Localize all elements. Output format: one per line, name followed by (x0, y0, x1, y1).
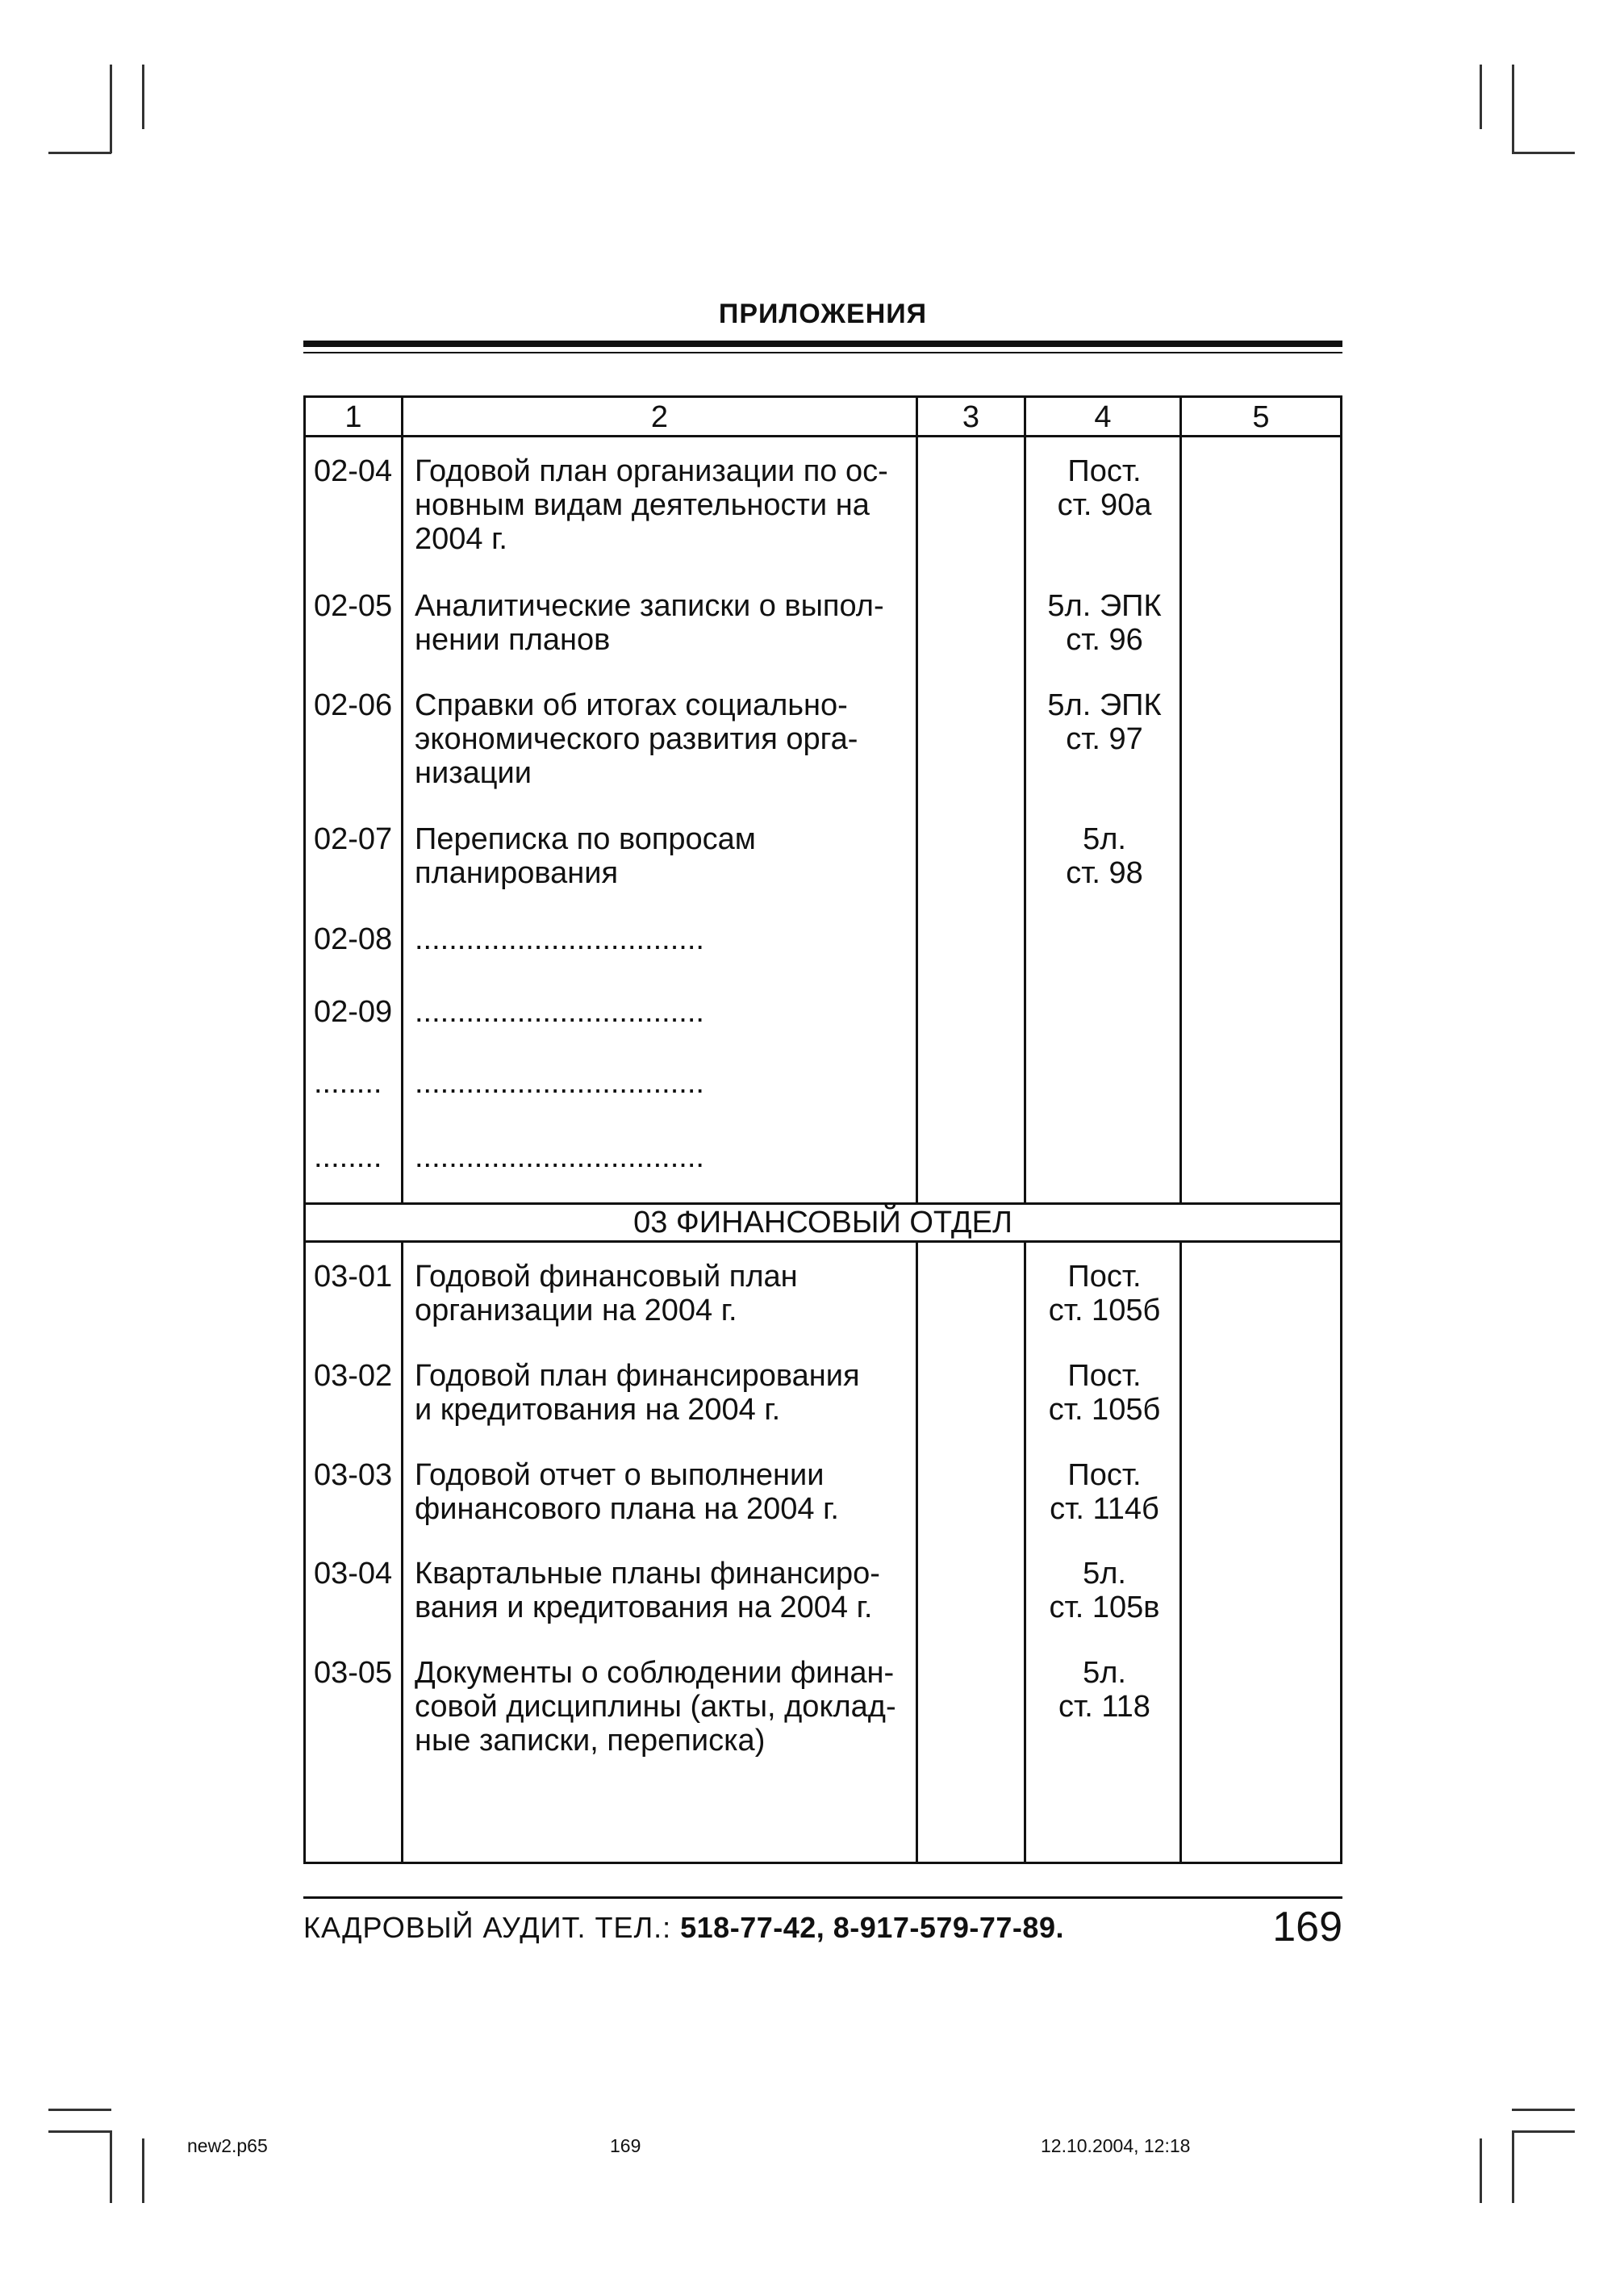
row-code: 03-03 (314, 1458, 393, 1492)
crop-mark (1512, 152, 1575, 154)
footer-contact (303, 1911, 1064, 1945)
term-line: Пост. (1067, 1260, 1142, 1294)
term-line: ст. 96 (1066, 623, 1143, 657)
slug-file: new2.p65 (187, 2135, 268, 2156)
slug-page: 169 (610, 2135, 641, 2156)
col-divider (1179, 1242, 1182, 1862)
row-term (1024, 1359, 1185, 1427)
desc-line: ные записки, переписка) (415, 1724, 766, 1758)
desc-line: планирования (415, 856, 619, 890)
term-line: Пост. (1067, 1458, 1142, 1492)
row-code: 02-09 (314, 995, 393, 1029)
row-code: 03-02 (314, 1359, 393, 1393)
crop-mark (1512, 2130, 1575, 2133)
desc-line: экономического развития орга- (415, 722, 858, 756)
desc-line: 2004 г. (415, 522, 507, 556)
crop-mark (1512, 2130, 1514, 2203)
section-title: 03 ФИНАНСОВЫЙ ОТДЕЛ (633, 1206, 1012, 1240)
col-header-5: 5 (1252, 400, 1270, 434)
desc-line: и кредитования на 2004 г. (415, 1393, 781, 1427)
header-rule (303, 341, 1342, 347)
desc-line: Годовой план финансирования (415, 1359, 860, 1393)
term-line: ст. 118 (1058, 1690, 1150, 1724)
term-line: 5л. (1083, 1656, 1126, 1690)
desc-line: Годовой план организации по ос- (415, 454, 888, 488)
term-line: ст. 97 (1066, 722, 1143, 756)
term-line: ст. 90а (1057, 488, 1152, 522)
row-desc: .................................. (415, 995, 704, 1029)
row-term (1024, 1656, 1185, 1724)
row-code: ........ (314, 1066, 382, 1100)
term-line: 5л. ЭПК (1047, 688, 1162, 722)
header-rule-thin (303, 352, 1342, 353)
row-desc (415, 1359, 915, 1427)
section-bottom-divider (306, 1240, 1340, 1243)
row-code: 03-04 (314, 1557, 393, 1591)
crop-mark (1512, 65, 1514, 153)
term-line: ст. 105б (1048, 1393, 1161, 1427)
page-number: 169 (1272, 1904, 1342, 1950)
row-term (1024, 589, 1185, 657)
desc-line: новным видам деятельности на (415, 488, 870, 522)
desc-line: совой дисциплины (акты, доклад- (415, 1690, 896, 1724)
row-code: 02-04 (314, 454, 393, 488)
row-desc (415, 1656, 915, 1758)
row-code: 03-05 (314, 1656, 393, 1690)
crop-mark (1480, 65, 1482, 129)
crop-mark (48, 152, 111, 154)
col-header-3: 3 (962, 400, 980, 434)
slug-datetime: 12.10.2004, 12:18 (1041, 2135, 1191, 2156)
row-desc (415, 1458, 915, 1526)
row-desc (415, 1557, 915, 1624)
desc-line: финансового плана на 2004 г. (415, 1492, 839, 1526)
row-term (1024, 1260, 1185, 1327)
desc-line: нении планов (415, 623, 611, 657)
term-line: 5л. ЭПК (1047, 589, 1162, 623)
row-code: 02-06 (314, 688, 393, 722)
term-line: ст. 114б (1050, 1492, 1159, 1526)
col-header-1: 1 (344, 400, 362, 434)
running-head: ПРИЛОЖЕНИЯ (718, 299, 928, 329)
crop-mark (142, 2138, 144, 2203)
row-term (1024, 688, 1185, 756)
row-term (1024, 1557, 1185, 1624)
term-line: ст. 105в (1049, 1591, 1160, 1624)
desc-line: вания и кредитования на 2004 г. (415, 1591, 873, 1624)
row-desc: .................................. (415, 922, 704, 956)
crop-mark (110, 65, 112, 153)
row-term (1024, 822, 1185, 890)
row-term (1024, 1458, 1185, 1526)
desc-line: организации на 2004 г. (415, 1294, 737, 1327)
records-table (303, 395, 1342, 1864)
crop-mark (48, 2109, 111, 2111)
col-divider (401, 1242, 403, 1862)
term-line: Пост. (1067, 1359, 1142, 1393)
crop-mark (142, 65, 144, 129)
desc-line: Документы о соблюдении финан- (415, 1656, 895, 1690)
desc-line: Годовой финансовый план (415, 1260, 798, 1294)
col-divider (916, 398, 918, 1205)
desc-line: Аналитические записки о выпол- (415, 589, 884, 623)
desc-line: Квартальные планы финансиро- (415, 1557, 880, 1591)
col-divider (916, 1242, 918, 1862)
term-line: 5л. (1083, 1557, 1126, 1591)
crop-mark (48, 2130, 111, 2133)
crop-mark (1480, 2138, 1482, 2203)
row-code: 03-01 (314, 1260, 393, 1294)
col-divider (1024, 1242, 1026, 1862)
col-header-2: 2 (650, 400, 669, 434)
footer-rule (303, 1896, 1342, 1899)
crop-mark (110, 2130, 112, 2203)
desc-line: Переписка по вопросам (415, 822, 756, 856)
row-term (1024, 454, 1185, 522)
term-line: 5л. (1083, 822, 1126, 856)
col-header-4: 4 (1094, 400, 1112, 434)
row-code: 02-05 (314, 589, 393, 623)
row-desc: .................................. (415, 1066, 704, 1100)
term-line: ст. 105б (1048, 1294, 1161, 1327)
desc-line: Справки об итогах социально- (415, 688, 848, 722)
row-code: 02-08 (314, 922, 393, 956)
desc-line: низации (415, 756, 532, 790)
row-desc (415, 688, 915, 790)
row-desc (415, 589, 915, 657)
term-line: Пост. (1067, 454, 1142, 488)
crop-mark (1512, 2109, 1575, 2111)
term-line: ст. 98 (1066, 856, 1143, 890)
row-desc: .................................. (415, 1140, 704, 1174)
row-desc (415, 454, 915, 556)
footer-phones: 518-77-42, 8-917-579-77-89. (680, 1911, 1064, 1944)
row-code: 02-07 (314, 822, 393, 856)
row-desc (415, 822, 915, 890)
row-desc (415, 1260, 915, 1327)
desc-line: Годовой отчет о выполнении (415, 1458, 825, 1492)
row-code: ........ (314, 1140, 382, 1174)
footer-label: КАДРОВЫЙ АУДИТ. ТЕЛ.: (303, 1911, 672, 1944)
